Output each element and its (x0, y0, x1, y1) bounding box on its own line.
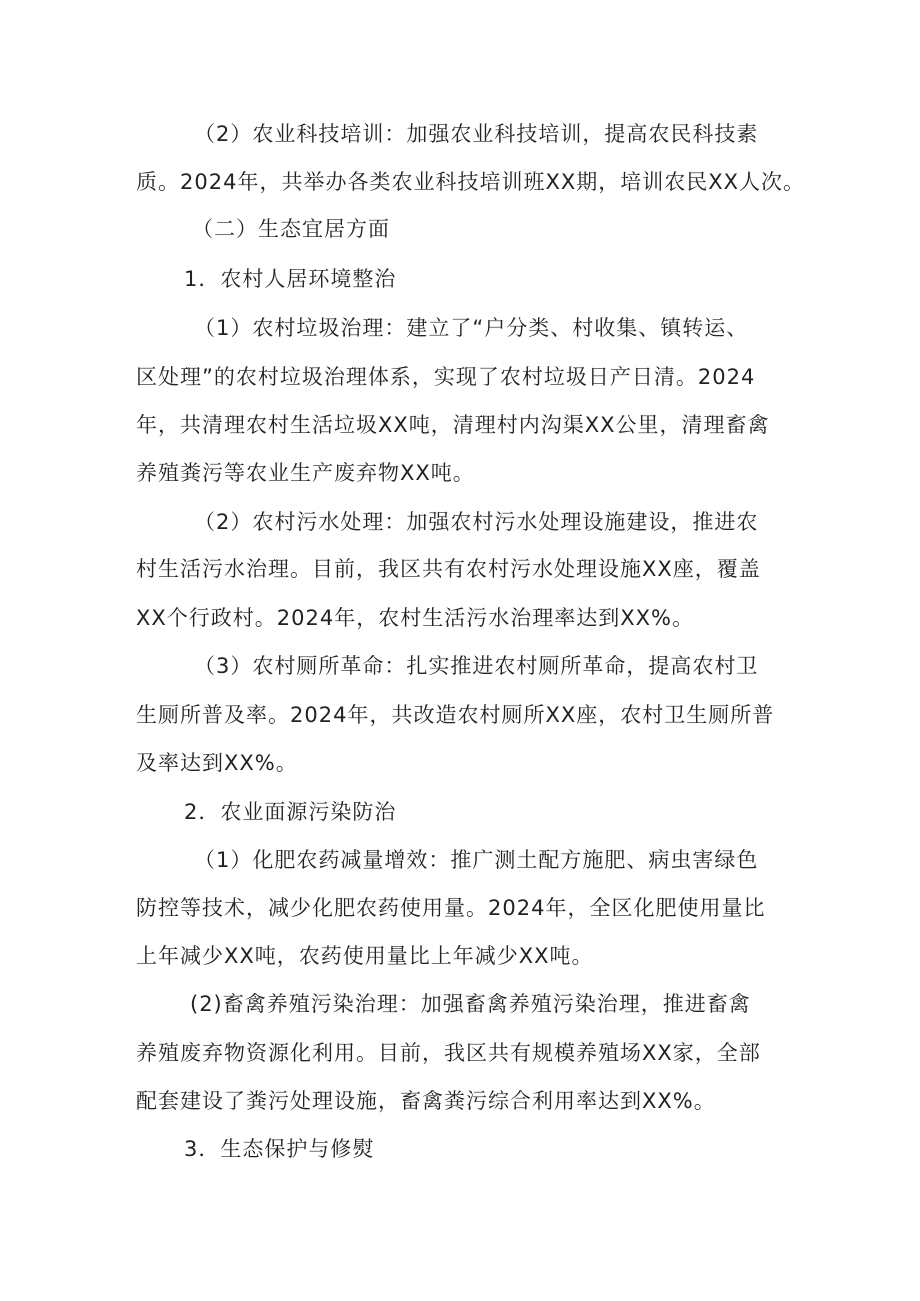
section-heading: （二）生态宜居方面 (192, 217, 390, 241)
paragraph-line: 年，共清理农村生活垃圾XX吨，清理村内沟渠XX公里，清理畜禽 (136, 413, 770, 437)
paragraph-line: （2）农村污水处理：加强农村污水处理设施建设，推进农 (194, 510, 759, 534)
paragraph-line: 养殖废弃物资源化利用。目前，我区共有规模养殖场XX家，全部 (136, 1041, 761, 1065)
paragraph-line: 上年减少XX吨，农药使用量比上年减少XX吨。 (136, 944, 594, 968)
paragraph-line: （1）化肥农药减量增效：推广测土配方施肥、病虫害绿色 (194, 848, 759, 872)
paragraph-line: （3）农村厕所革命：扎实推进农村厕所革命，提高农村卫 (194, 654, 759, 678)
paragraph-line: 配套建设了粪污处理设施，畜禽粪污综合利用率达到XX%。 (136, 1089, 716, 1113)
subsection-heading: 3．生态保护与修熨 (184, 1137, 375, 1161)
paragraph-line: （2）农业科技培训：加强农业科技培训，提高农民科技素 (194, 122, 759, 146)
subsection-heading: 1．农村人居环境整治 (184, 267, 397, 291)
paragraph-line: 养殖粪污等农业生产废弃物XX吨。 (136, 461, 475, 485)
paragraph-line: 防控等技术，减少化肥农药使用量。2024年，全区化肥使用量比 (136, 896, 766, 920)
paragraph-line: 生厕所普及率。2024年，共改造农村厕所XX座，农村卫生厕所普 (136, 703, 775, 727)
paragraph-line: （1）农村垃圾治理：建立了“户分类、村收集、镇转运、 (194, 316, 749, 340)
paragraph-line: (2)畜禽养殖污染治理：加强畜禽养殖污染治理，推进畜禽 (190, 992, 751, 1016)
paragraph-line: 区处理”的农村垃圾治理体系，实现了农村垃圾日产日清。2024 (136, 365, 756, 389)
paragraph-line: 村生活污水治理。目前，我区共有农村污水处理设施XX座，覆盖 (136, 557, 761, 581)
paragraph-line: 质。2024年，共举办各类农业科技培训班XX期，培训农民XX人次。 (136, 170, 805, 194)
paragraph-line: 及率达到XX%。 (136, 751, 298, 775)
paragraph-line: XX个行政村。2024年，农村生活污水治理率达到XX%。 (136, 606, 694, 630)
subsection-heading: 2．农业面源污染防治 (184, 800, 397, 824)
